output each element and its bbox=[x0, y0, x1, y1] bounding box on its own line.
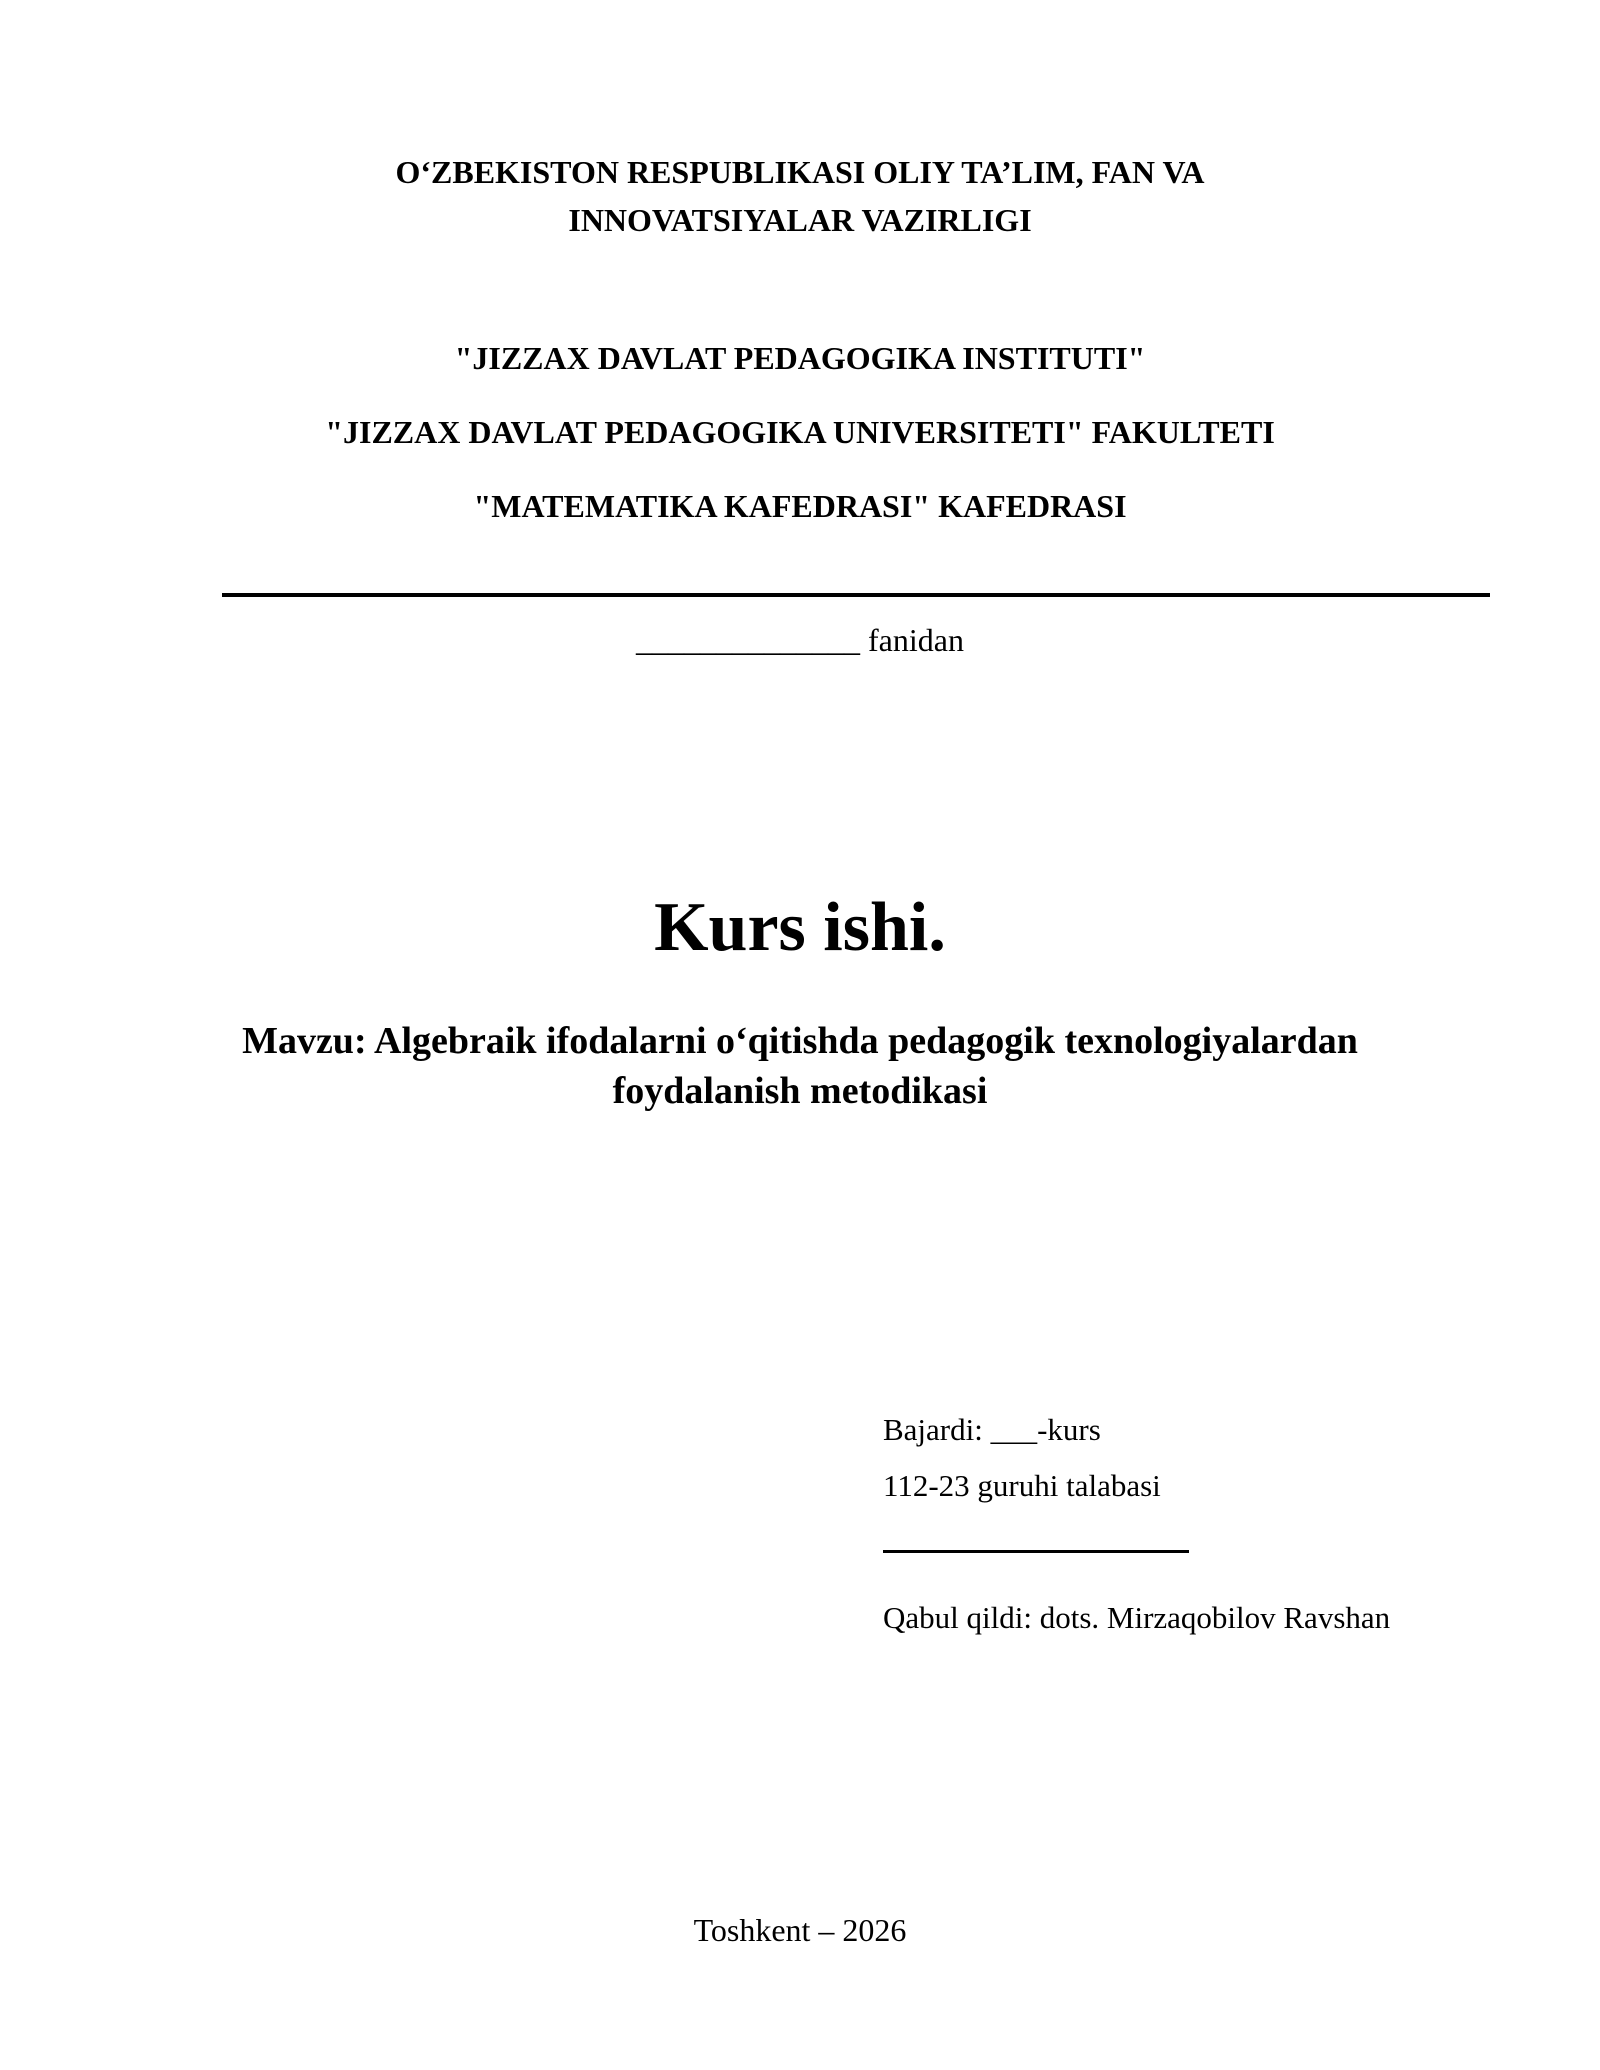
topic-line-2: foydalanish metodikasi bbox=[612, 1070, 988, 1112]
place-year: Toshkent – 2026 bbox=[693, 1912, 907, 1948]
institute-name: "JIZZAX DAVLAT PEDAGOGIKA INSTITUTI" bbox=[454, 340, 1146, 376]
student-name-blank-line bbox=[883, 1550, 1189, 1553]
department-name: "MATEMATIKA KAFEDRASI" KAFEDRASI bbox=[473, 488, 1127, 524]
done-by: Bajardi: ___-kurs bbox=[883, 1412, 1101, 1447]
accepted-by: Qabul qildi: dots. Mirzaqobilov Ravshan bbox=[883, 1600, 1391, 1635]
student-group: 112-23 guruhi talabasi bbox=[883, 1468, 1161, 1503]
subject-line: ______________ fanidan bbox=[636, 622, 964, 658]
faculty-name: "JIZZAX DAVLAT PEDAGOGIKA UNIVERSITETI" FAKULTETI bbox=[325, 414, 1275, 450]
document-title: Kurs ishi. bbox=[654, 889, 946, 966]
topic-line-1: Mavzu: Algebraik ifodalarni o‘qitishda pedagogik texnologiyalardan bbox=[242, 1020, 1358, 1062]
ministry-line-2: INNOVATSIYALAR VAZIRLIGI bbox=[568, 202, 1032, 238]
ministry-header bbox=[0, 148, 1600, 244]
topic bbox=[0, 1016, 1600, 1116]
ministry-line-1: O‘ZBEKISTON RESPUBLIKASI OLIY TA’LIM, FAN VA bbox=[395, 154, 1205, 190]
header-divider bbox=[222, 593, 1490, 597]
